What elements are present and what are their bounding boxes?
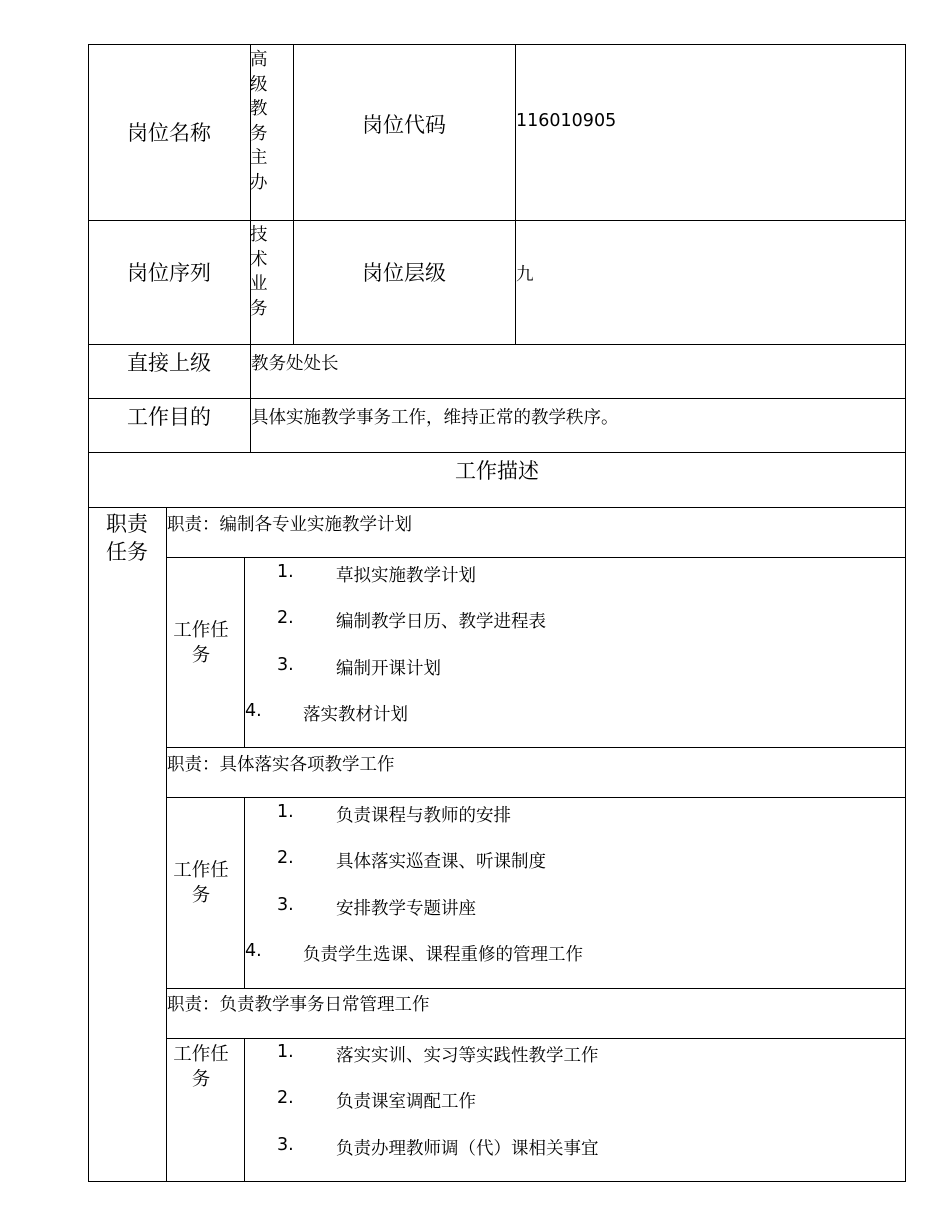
task-label: 工作任务 xyxy=(173,1044,229,1090)
task-item: 编制开课计划 xyxy=(336,659,441,679)
supervisor-label: 直接上级 xyxy=(127,351,211,375)
task-item: 负责课程与教师的安排 xyxy=(336,806,511,826)
purpose-value: 具体实施教学事务工作，维持正常的教学秩序。 xyxy=(251,408,619,428)
task-item: 落实教材计划 xyxy=(303,705,408,725)
task-number: 3. xyxy=(277,655,294,675)
duty-side-label: 职责任务 xyxy=(106,512,148,564)
task-number: 2. xyxy=(277,848,294,868)
post-code-value: 116010905 xyxy=(516,111,617,131)
task-number: 4. xyxy=(245,701,262,721)
task-number: 3. xyxy=(277,1135,294,1155)
task-label: 工作任务 xyxy=(173,620,229,666)
post-name-label: 岗位名称 xyxy=(127,121,211,145)
post-code-label: 岗位代码 xyxy=(362,113,446,137)
task-item: 负责课室调配工作 xyxy=(336,1092,476,1112)
task-number: 1. xyxy=(277,1042,294,1062)
task-item: 负责办理教师调（代）课相关事宜 xyxy=(336,1139,599,1159)
row-divider xyxy=(88,507,906,508)
task-item: 草拟实施教学计划 xyxy=(336,566,476,586)
col-divider xyxy=(515,44,516,344)
row-divider xyxy=(166,557,906,558)
duty-title: 职责：编制各专业实施教学计划 xyxy=(167,515,412,535)
row-divider xyxy=(166,988,906,989)
row-divider xyxy=(166,1038,906,1039)
task-item: 编制教学日历、教学进程表 xyxy=(336,612,546,632)
post-level-label: 岗位层级 xyxy=(362,261,446,285)
post-series-value: 技术业务 xyxy=(250,225,268,319)
task-number: 2. xyxy=(277,608,294,628)
task-number: 1. xyxy=(277,802,294,822)
col-divider xyxy=(244,1038,245,1182)
task-item: 具体落实巡查课、听课制度 xyxy=(336,852,546,872)
task-item: 安排教学专题讲座 xyxy=(336,899,476,919)
row-divider xyxy=(166,747,906,748)
col-divider xyxy=(166,507,167,1182)
section-title: 工作描述 xyxy=(455,459,539,483)
duty-title: 职责：负责教学事务日常管理工作 xyxy=(167,995,430,1015)
duty-title: 职责：具体落实各项教学工作 xyxy=(167,755,395,775)
purpose-label: 工作目的 xyxy=(127,405,211,429)
task-number: 1. xyxy=(277,562,294,582)
post-series-label: 岗位序列 xyxy=(127,261,211,285)
task-label: 工作任务 xyxy=(173,860,229,906)
task-number: 2. xyxy=(277,1088,294,1108)
task-number: 4. xyxy=(245,941,262,961)
row-divider xyxy=(166,797,906,798)
task-item: 落实实训、实习等实践性教学工作 xyxy=(336,1046,599,1066)
post-level-value: 九 xyxy=(516,265,534,285)
post-name-value: 高级教务主办 xyxy=(250,50,268,193)
task-number: 3. xyxy=(277,895,294,915)
task-item: 负责学生选课、课程重修的管理工作 xyxy=(303,945,583,965)
supervisor-value: 教务处处长 xyxy=(251,354,339,374)
